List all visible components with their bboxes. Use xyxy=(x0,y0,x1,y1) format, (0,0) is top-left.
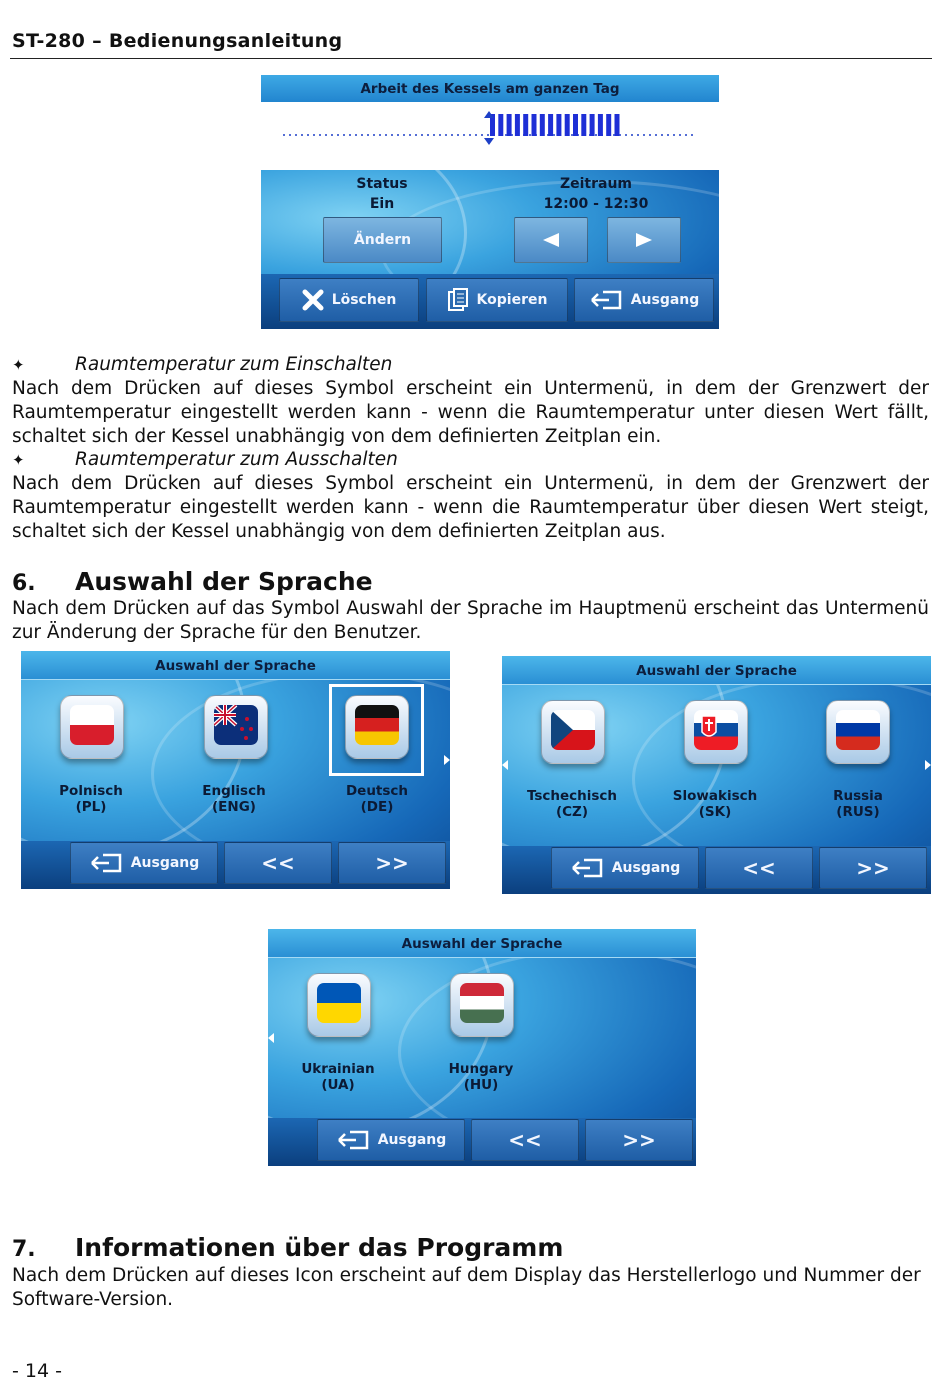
exit-icon xyxy=(570,857,604,879)
language-code: (ENG) xyxy=(212,799,256,815)
timeline-active-block xyxy=(581,114,586,136)
bullet-title: Raumtemperatur zum Ausschalten xyxy=(75,449,398,470)
timeline-active-block xyxy=(615,114,620,136)
timeline-active-block xyxy=(532,114,537,136)
section-heading-7 xyxy=(12,1233,563,1262)
bullet-star-icon: ✦ xyxy=(12,451,25,469)
next-page-button[interactable]: >> xyxy=(819,847,927,889)
timeline-active-block xyxy=(606,114,611,136)
flag-hungary-icon xyxy=(460,983,504,1023)
status-value: Ein xyxy=(369,196,395,212)
flag-slovakia-icon xyxy=(694,710,738,750)
flag-poland-icon xyxy=(70,705,114,745)
language-button-sk[interactable] xyxy=(684,700,748,764)
language-button-hu[interactable] xyxy=(450,973,514,1037)
language-name: Slowakisch xyxy=(672,788,758,804)
timeline-active-block xyxy=(556,114,561,136)
language-label-cz xyxy=(507,788,637,820)
bullet-star-icon: ✦ xyxy=(12,356,25,374)
bullet-room-temp-on xyxy=(12,353,392,378)
language-code: (UA) xyxy=(321,1077,355,1093)
timeline-active-block xyxy=(523,114,528,136)
paragraph-program-info: Nach dem Drücken auf dieses Icon erscheint auf dem Display das Herstellerlogo und Nummer der Software-Version. xyxy=(12,1265,921,1310)
arrow-right-icon xyxy=(634,232,654,248)
next-button[interactable] xyxy=(607,217,681,263)
section-title: Auswahl der Sprache xyxy=(75,567,373,596)
prev-page-button[interactable]: << xyxy=(705,847,813,889)
language-button-ua[interactable] xyxy=(307,973,371,1037)
arrow-left-icon xyxy=(541,232,561,248)
language-button-cz[interactable] xyxy=(541,700,605,764)
language-name: Englisch xyxy=(202,783,266,799)
prev-page-button[interactable]: << xyxy=(471,1119,579,1161)
exit-button[interactable] xyxy=(317,1119,465,1161)
language-name: Tschechisch xyxy=(526,788,618,804)
language-title: Auswahl der Sprache xyxy=(155,658,316,674)
next-page-button[interactable]: >> xyxy=(585,1119,693,1161)
language-label-eng xyxy=(169,783,299,815)
period-label: Zeitraum xyxy=(559,176,633,192)
exit-button-label: Ausgang xyxy=(377,1132,447,1148)
language-button-de[interactable] xyxy=(345,695,409,759)
timeline-active-block xyxy=(507,114,512,136)
language-code: (CZ) xyxy=(555,804,589,820)
flag-ukraine-icon xyxy=(317,983,361,1023)
boiler-schedule-screen xyxy=(261,75,719,329)
language-code: (HU) xyxy=(463,1077,499,1093)
paragraph-room-temp-off: Nach dem Drücken auf dieses Symbol erscheint ein Untermenü, in dem der Grenzwert der Raumtemperatur eingestellt werden kann - wenn die Raumtemperatur über diesen Wert steigt, schaltet sich der Kessel unabhängig von dem definierten Zeitplan aus. xyxy=(12,473,929,542)
bullet-room-temp-off xyxy=(12,448,398,473)
timeline-active-block xyxy=(515,114,520,136)
language-code: (DE) xyxy=(360,799,394,815)
prev-page-button[interactable]: << xyxy=(224,842,332,884)
language-name: Hungary xyxy=(448,1061,514,1077)
language-code: (SK) xyxy=(698,804,732,820)
header-divider xyxy=(10,58,932,59)
previous-button[interactable] xyxy=(514,217,588,263)
language-button-pl[interactable] xyxy=(60,695,124,759)
language-label-ua xyxy=(273,1061,403,1093)
timeline-active-block xyxy=(540,114,545,136)
language-name: Polnisch xyxy=(59,783,123,799)
exit-button[interactable] xyxy=(70,842,218,884)
timeline-chart xyxy=(261,102,719,170)
language-name: Russia xyxy=(833,788,883,804)
exit-icon xyxy=(336,1129,370,1151)
language-label-pl xyxy=(26,783,156,815)
language-button-eng[interactable] xyxy=(204,695,268,759)
timeline-active-block xyxy=(565,114,570,136)
language-button-rus[interactable] xyxy=(826,700,890,764)
copy-icon xyxy=(447,288,469,312)
flag-new-zealand-icon xyxy=(214,705,258,745)
language-name: Deutsch xyxy=(345,783,409,799)
flag-russia-icon xyxy=(836,710,880,750)
exit-icon xyxy=(589,289,623,311)
timeline-marker-bottom xyxy=(484,138,494,145)
period-value: 12:00 - 12:30 xyxy=(543,196,649,212)
language-screen-a xyxy=(21,651,450,889)
language-code: (PL) xyxy=(75,799,107,815)
paragraph-language: Nach dem Drücken auf das Symbol Auswahl der Sprache im Hauptmenü erscheint das Untermenü zur Änderung der Sprache für den Benutzer. xyxy=(12,598,929,643)
page-number: - 14 - xyxy=(12,1360,62,1382)
timeline-area xyxy=(261,102,719,170)
exit-button-label: Ausgang xyxy=(630,292,700,308)
flag-germany-icon xyxy=(355,705,399,745)
exit-button-label: Ausgang xyxy=(611,860,681,876)
change-button[interactable]: Ändern xyxy=(323,217,442,263)
close-icon xyxy=(302,289,324,311)
scroll-left-arrow-icon xyxy=(268,1033,274,1043)
language-label-de xyxy=(312,783,442,815)
scroll-right-arrow-icon xyxy=(925,760,931,770)
language-label-rus xyxy=(793,788,923,820)
exit-button-label: Ausgang xyxy=(130,855,200,871)
flag-czech-icon xyxy=(551,710,595,750)
exit-icon xyxy=(89,852,123,874)
bullet-title: Raumtemperatur zum Einschalten xyxy=(75,354,393,375)
language-title: Auswahl der Sprache xyxy=(401,936,563,952)
delete-button[interactable] xyxy=(279,278,419,322)
status-label: Status xyxy=(356,176,408,192)
next-page-button[interactable]: >> xyxy=(338,842,446,884)
exit-button[interactable] xyxy=(574,278,714,322)
language-name: Ukrainian xyxy=(301,1061,375,1077)
copy-button[interactable] xyxy=(426,278,568,322)
timeline-active-block xyxy=(573,114,578,136)
section-heading-6 xyxy=(12,567,373,596)
timeline-active-block xyxy=(598,114,603,136)
timeline-active-block xyxy=(498,114,503,136)
language-screen-b xyxy=(502,656,931,894)
schedule-title-bar xyxy=(261,75,719,102)
schedule-panel xyxy=(261,170,719,329)
schedule-title: Arbeit des Kessels am ganzen Tag xyxy=(360,81,620,97)
delete-button-label: Löschen xyxy=(331,292,397,308)
section-number: 7. xyxy=(12,1237,36,1262)
section-title: Informationen über das Programm xyxy=(75,1233,564,1262)
scroll-left-arrow-icon xyxy=(502,760,508,770)
timeline-active-block xyxy=(548,114,553,136)
timeline-active-block xyxy=(590,114,595,136)
language-label-sk xyxy=(650,788,780,820)
copy-button-label: Kopieren xyxy=(476,292,548,308)
section-number: 6. xyxy=(12,571,36,596)
language-code: (RUS) xyxy=(836,804,880,820)
scroll-right-arrow-icon xyxy=(444,755,450,765)
language-label-hu xyxy=(416,1061,546,1093)
paragraph-room-temp-on: Nach dem Drücken auf dieses Symbol erscheint ein Untermenü, in dem der Grenzwert der Raumtemperatur eingestellt werden kann - wenn die Raumtemperatur unter diesen Wert fällt, schaltet sich der Kessel unabhängig von dem definierten Zeitplan ein. xyxy=(12,378,929,447)
language-title: Auswahl der Sprache xyxy=(636,663,797,679)
document-header: ST-280 – Bedienungsanleitung xyxy=(12,30,343,52)
exit-button[interactable] xyxy=(551,847,699,889)
language-screen-c xyxy=(268,929,696,1166)
